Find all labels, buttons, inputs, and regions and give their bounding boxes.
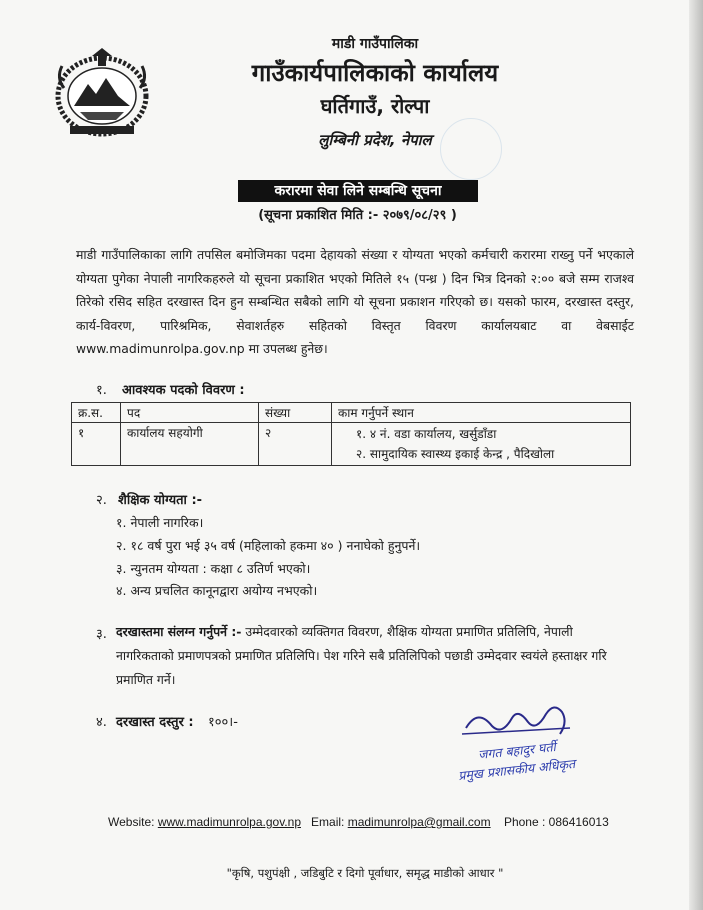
website-link[interactable]: www.madimunrolpa.gov.np	[157, 815, 301, 829]
signature-scrawl	[458, 698, 578, 746]
qualification-item-4: ४. अन्य प्रचलित कानूनद्वारा अयोग्य नभएको।	[116, 583, 318, 598]
cell-post: कार्यालय सहयोगी	[121, 423, 259, 466]
notice-date: (सूचना प्रकाशित मिति :- २०७९/०८/२९ )	[258, 208, 457, 223]
col-post: पद	[121, 403, 259, 423]
col-count: संख्या	[259, 403, 332, 423]
motto: "कृषि, पशुपंक्षी , जडिबुटि र दिगो पूर्वाधार, समृद्ध माडीको आधार "	[226, 866, 504, 880]
section3-text: उम्मेदवारको व्यक्तिगत विवरण, शैक्षिक योग्यता प्रमाणित प्रतिलिपि, नेपाली नागरिकताको प्रमाणपत्रको प्रमाणित प्रतिलिपि। पेश गरिने सबै प्रतिलिपिको पछाडी उम्मेदवार स्वयंले हस्ताक्षर गरि प्रमाणित गर्ने।	[116, 624, 607, 687]
phone-label: Phone :	[503, 815, 546, 829]
section2-title: शैक्षिक योग्यता :-	[118, 493, 203, 508]
required-posts-table	[71, 402, 631, 466]
office-name: गाउँकार्यपालिकाको कार्यालय	[251, 59, 499, 87]
section1-number: १.	[96, 383, 107, 398]
section3-number: ३.	[96, 627, 107, 642]
email-label: Email:	[311, 815, 345, 829]
signatory-name: जगत बहादुर घर्ती	[477, 738, 557, 763]
section4-number: ४.	[96, 715, 107, 730]
section3-title: दरखास्तमा संलग्न गर्नुपर्ने :-	[116, 624, 242, 639]
page-edge	[689, 0, 703, 910]
qualification-item-1: १. नेपाली नागरिक।	[116, 515, 204, 530]
cell-place	[332, 423, 631, 466]
signatory-title: प्रमुख प्रशासकीय अधिकृत	[457, 755, 576, 784]
application-fee-value: १००।-	[208, 715, 238, 730]
table-header-row	[72, 403, 631, 423]
nepal-government-emblem	[52, 48, 152, 138]
province-name: लुम्बिनी प्रदेश, नेपाल	[318, 131, 432, 149]
qualification-item-2: २. १८ वर्ष पुरा भई ३५ वर्ष (महिलाको हकमा ४० ) ननाघेको हुनुपर्ने।	[116, 538, 421, 553]
cell-count: २	[259, 423, 332, 466]
col-place: काम गर्नुपर्ने स्थान	[332, 403, 631, 423]
section4-title: दरखास्त दस्तुर :	[116, 715, 194, 730]
phone-number: 086416013	[548, 815, 609, 829]
website-label: Website:	[108, 815, 155, 829]
notice-title: करारमा सेवा लिने सम्बन्धि सूचना	[238, 180, 478, 202]
cell-sn: १	[72, 423, 121, 466]
place-item-2: २. सामुदायिक स्वास्थ्य इकाई केन्द्र , पैदिखोला	[356, 447, 555, 461]
section2-number: २.	[96, 493, 107, 508]
municipality-name: माडी गाउँपालिका	[331, 36, 419, 52]
office-location: घर्तिगाउँ, रोल्पा	[320, 94, 430, 118]
contact-footer	[108, 815, 609, 829]
section3-block	[116, 620, 616, 692]
table-row	[72, 423, 631, 466]
place-item-1: १. ४ नं. वडा कार्यालय, खर्सुडाँडा	[356, 427, 497, 441]
intro-paragraph: माडी गाउँपालिकाका लागि तपसिल बमोजिमका पदमा देहायको संख्या र योग्यता भएको कर्मचारी करारमा राख्नु पर्ने भएकाले योग्यता पुगेका नेपाली नागरिकहरुले यो सूचना प्रकाशित भएको मितिले १५ (पन्ध्र ) दिन भित्र दिनको २:०० बजे सम्म राजश्व तिरेको रसिद सहित दरखास्त दिन हुन सम्बन्धित सबैको लागि यो सूचना प्रकाशन गरिएको छ। यसको फारम, दरखास्त दस्तुर, कार्य-विवरण, पारिश्रमिक, सेवाशर्तहरु सहितको विस्तृत विवरण कार्यालयबाट वा वेबसाईट www.madimunrolpa.gov.np मा उपलब्ध हुनेछ।	[76, 247, 634, 356]
section1-title: आवश्यक पदको विवरण :	[122, 383, 245, 398]
email-link[interactable]: madimunrolpa@gmail.com	[347, 815, 491, 829]
qualification-item-3: ३. न्युनतम योग्यता : कक्षा ८ उतिर्ण भएको।	[116, 561, 311, 576]
col-sn: क्र.स.	[72, 403, 121, 423]
